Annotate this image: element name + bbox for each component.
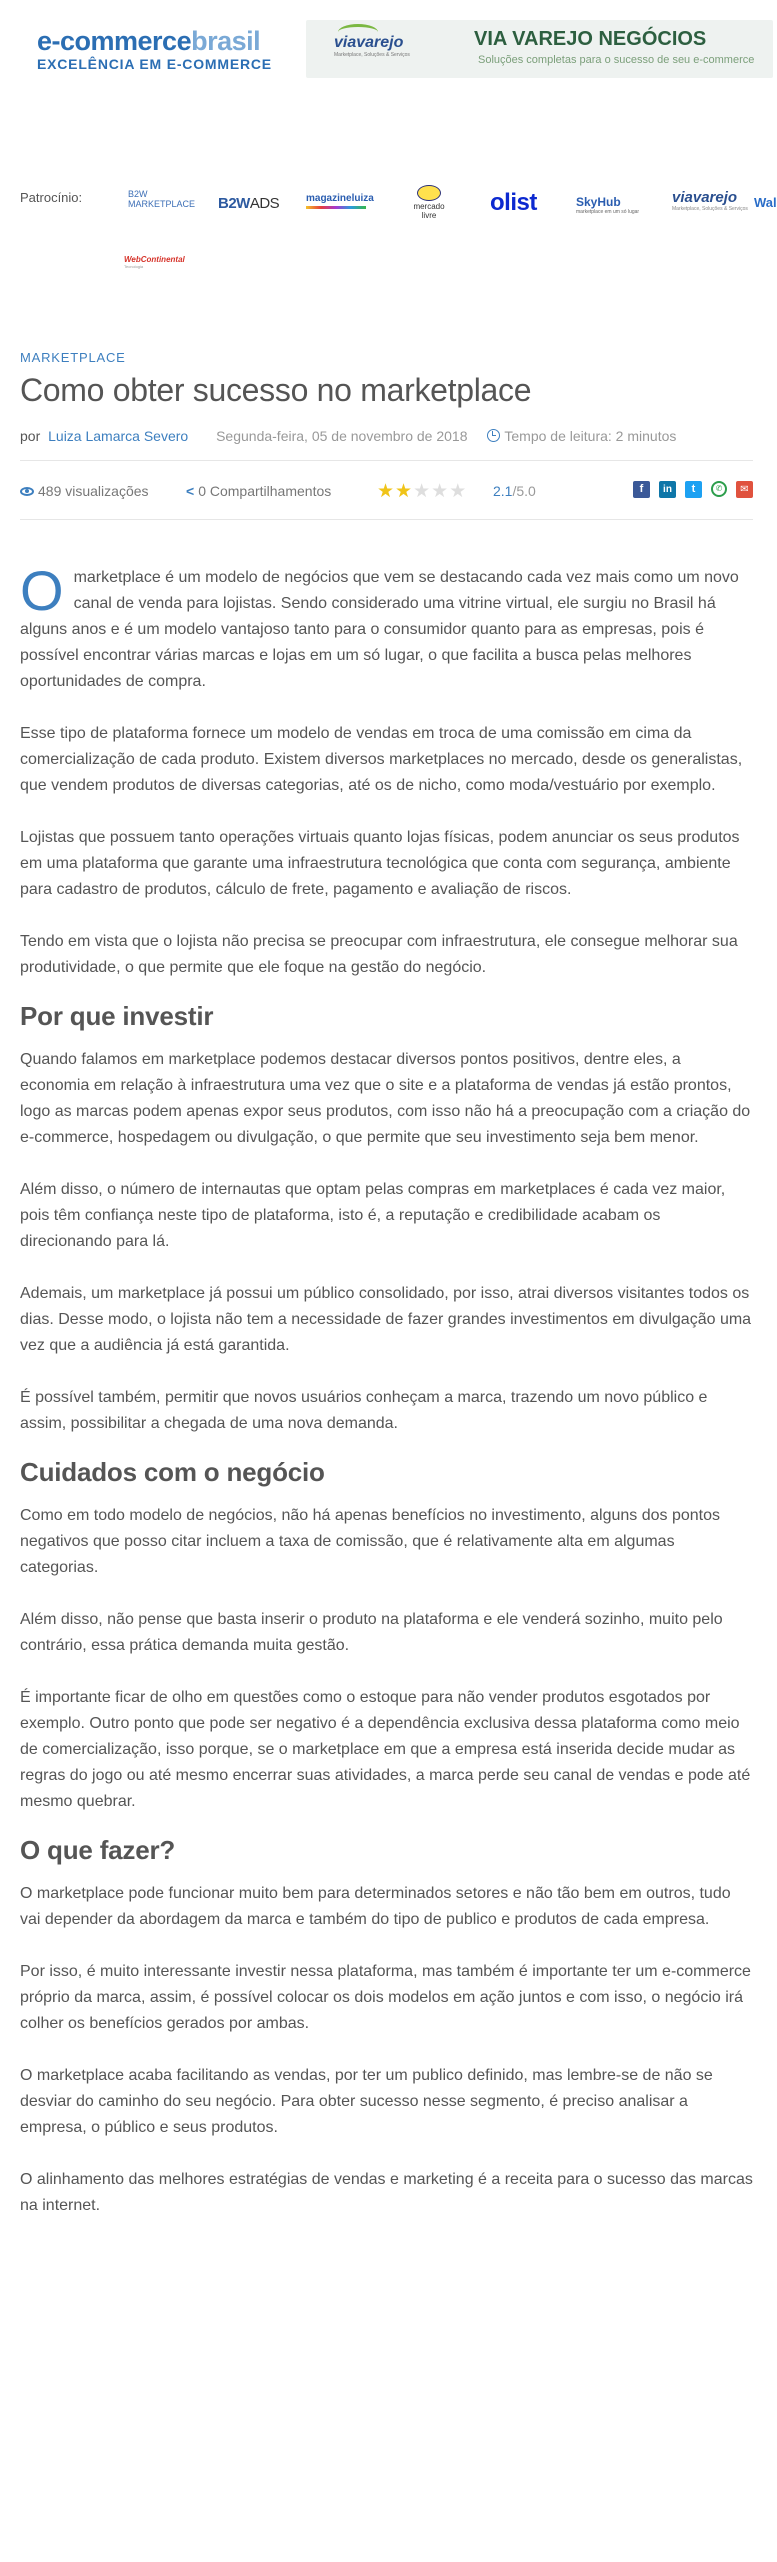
rating-value: 2.1 [493,483,513,499]
sponsor-viavarejo[interactable]: viavarejo Marketplace, Soluções & Serviços [672,189,748,212]
publish-date: Segunda-feira, 05 de novembro de 2018 [216,428,468,444]
divider [20,519,753,520]
paragraph: Lojistas que possuem tanto operações virtuais quanto lojas físicas, podem anunciar os seus produtos em uma plataforma que garante uma infraestrutura tecnológica que conta com segurança, ambiente para cadastro de produtos, cálculo de frete, pagamento e avaliação de riscos. [20,829,740,898]
paragraph: Omarketplace é um modelo de negócios que vem se destacando cada vez mais como um novo canal de venda para lojistas. Sendo considerado uma vitrine virtual, ele surgiu no Brasil há alguns anos e é um modelo vantajoso tanto para o consumidor quanto para as empresas, pois é possível encontrar várias marcas e lojas em um só lugar, o que facilita a busca pelas melhores oportunidades de compra. [20,559,739,690]
views-label: 489 visualizações [38,483,149,499]
article-stats-bar [20,480,753,504]
banner-title: VIA VAREJO NEGÓCIOS [474,28,707,50]
sponsor-magazineluiza[interactable]: magazineluiza [306,193,374,209]
rating-max: /5.0 [512,483,536,499]
paragraph: O marketplace acaba facilitando as vendas, por ter um publico definido, mas lembre-se de não se desviar do caminho do seu negócio. Para obter sucesso nesse segmento, é preciso analisar a empresa, o público e seus produtos. [20,2067,713,2136]
star-icon[interactable]: ★ [377,481,396,502]
sponsors-strip [20,185,777,275]
sponsors-label: Patrocínio: [20,190,83,205]
header-ad-banner[interactable] [306,20,773,78]
article-meta [20,428,676,444]
shares-count[interactable] [186,483,331,499]
banner-brand: viavarejo Marketplace, Soluções & Serviços [334,34,410,58]
article-body [20,559,753,2245]
paragraph: O marketplace pode funcionar muito bem para determinados setores e não tão bem em outros, tudo vai depender da abordagem da marca e também do tipo de publico e produtos de cada empresa. [20,1885,731,1928]
paragraph: É possível também, permitir que novos usuários conheçam a marca, trazendo um novo público e assim, possibilitar a chegada de uma nova demanda. [20,1389,708,1432]
section-heading: Por que investir [20,1001,214,1031]
shares-label: 0 Compartilhamentos [198,483,332,499]
paragraph: Além disso, não pense que basta inserir o produto na plataforma e ele venderá sozinho, muito pelo contrário, essa prática demanda muita gestão. [20,1611,723,1654]
eye-icon [20,487,34,496]
sponsor-b2wads[interactable]: B2WADS [218,195,280,212]
paragraph: Ademais, um marketplace já possui um público consolidado, por isso, atrai diversos visitantes todos os dias. Desse modo, o lojista não tem a necessidade de fazer grandes investimentos em divulgação uma vez que a audiência já está garantida. [20,1285,752,1354]
email-icon[interactable]: ✉ [736,481,753,498]
sponsor-webcontinental[interactable]: WebContinental Tecnologia [124,255,185,269]
star-icon[interactable]: ★ [431,481,450,502]
paragraph: O alinhamento das melhores estratégias de vendas e marketing é a receita para o sucesso das marcas na internet. [20,2171,753,2214]
mercadolivre-handshake-icon [417,185,441,201]
paragraph: Além disso, o número de internautas que optam pelas compras em marketplaces é cada vez maior, pois têm confiança neste tipo de plataforma, isto é, a reputação e credibilidade acabam os direcionando para lá. [20,1181,726,1250]
star-icon[interactable]: ★ [395,481,414,502]
views-count [20,483,149,499]
reading-time: Tempo de leitura: 2 minutos [504,428,677,444]
sponsor-olist[interactable]: olist [490,189,537,216]
paragraph: Como em todo modelo de negócios, não há apenas benefícios no investimento, alguns dos pontos negativos que posso citar incluem a taxa de comissão, que é relativamente alta em algumas categorias. [20,1507,721,1576]
logo-tagline: EXCELÊNCIA EM E-COMMERCE [37,56,272,72]
paragraph: Tendo em vista que o lojista não precisa se preocupar com infraestrutura, ele consegue melhorar sua produtividade, o que permite que ele foque na gestão do negócio. [20,933,738,976]
clock-icon [487,429,500,442]
sponsor-b2w-marketplace[interactable]: B2W MARKETPLACE [128,189,196,209]
sponsor-skyhub[interactable]: SkyHub marketplace em um só lugar [576,195,640,215]
logo-wordmark: e-commercebrasil [37,26,261,56]
paragraph: Por isso, é muito interessante investir nessa plataforma, mas também é importante ter um e-commerce próprio da marca, assim, é possível colocar os dois modelos em ação juntos e com isso, o negócio irá colher os benefícios gerados por ambas. [20,1963,751,2032]
share-icon: < [186,483,195,499]
drop-cap: O [20,559,64,622]
article-category[interactable]: MARKETPLACE [20,350,126,365]
banner-subtitle: Soluções completas para o sucesso de seu e-commerce [478,54,755,66]
rating-score [493,483,536,499]
section-heading: Cuidados com o negócio [20,1457,325,1487]
divider [20,460,753,461]
star-icon[interactable]: ★ [449,481,468,502]
whatsapp-icon[interactable]: ✆ [711,481,727,497]
twitter-icon[interactable]: t [685,481,702,498]
section-heading: O que fazer? [20,1835,176,1865]
facebook-icon[interactable]: f [633,481,650,498]
paragraph: Esse tipo de plataforma fornece um modelo de vendas em troca de uma comissão em cima da comercialização de cada produto. Existem diversos marketplaces no mercado, desde os generalistas, que vendem produtos de diversas categorias, até os de nicho, como moda/vestuário por exemplo. [20,725,743,794]
paragraph: É importante ficar de olho em questões como o estoque para não vender produtos esgotados por exemplo. Outro ponto que pode ser negativo é a dependência exclusiva dessa plataforma como meio de comercialização, isso porque, se o marketplace em que a empresa está inserida decide mudar as regras do jogo ou até mesmo encerrar suas atividades, a marca perde seu canal de vendas e pode até mesmo quebrar. [20,1689,751,1810]
site-header [0,0,773,120]
paragraph: Quando falamos em marketplace podemos destacar diversos pontos positivos, dentre eles, a economia em relação à infraestrutura uma vez que o site e a plataforma de vendas já estão prontos, logo as marcas podem apenas expor seus produtos, com isso não há a preocupação com a criação do e-commerce, hospedagem ou divulgação, o que permite que seu investimento seja bem menor. [20,1051,751,1146]
sponsor-walmart[interactable]: Wal [754,195,777,210]
article-title: Como obter sucesso no marketplace [20,372,532,408]
byline-prefix: por [20,428,41,444]
social-share-buttons [624,481,753,498]
linkedin-icon[interactable]: in [659,481,676,498]
sponsor-mercadolivre[interactable]: mercado livre [406,185,452,220]
site-logo[interactable] [37,26,272,72]
star-icon[interactable]: ★ [413,481,432,502]
rating-stars[interactable] [377,480,467,503]
author-link[interactable]: Luiza Lamarca Severo [48,428,189,444]
